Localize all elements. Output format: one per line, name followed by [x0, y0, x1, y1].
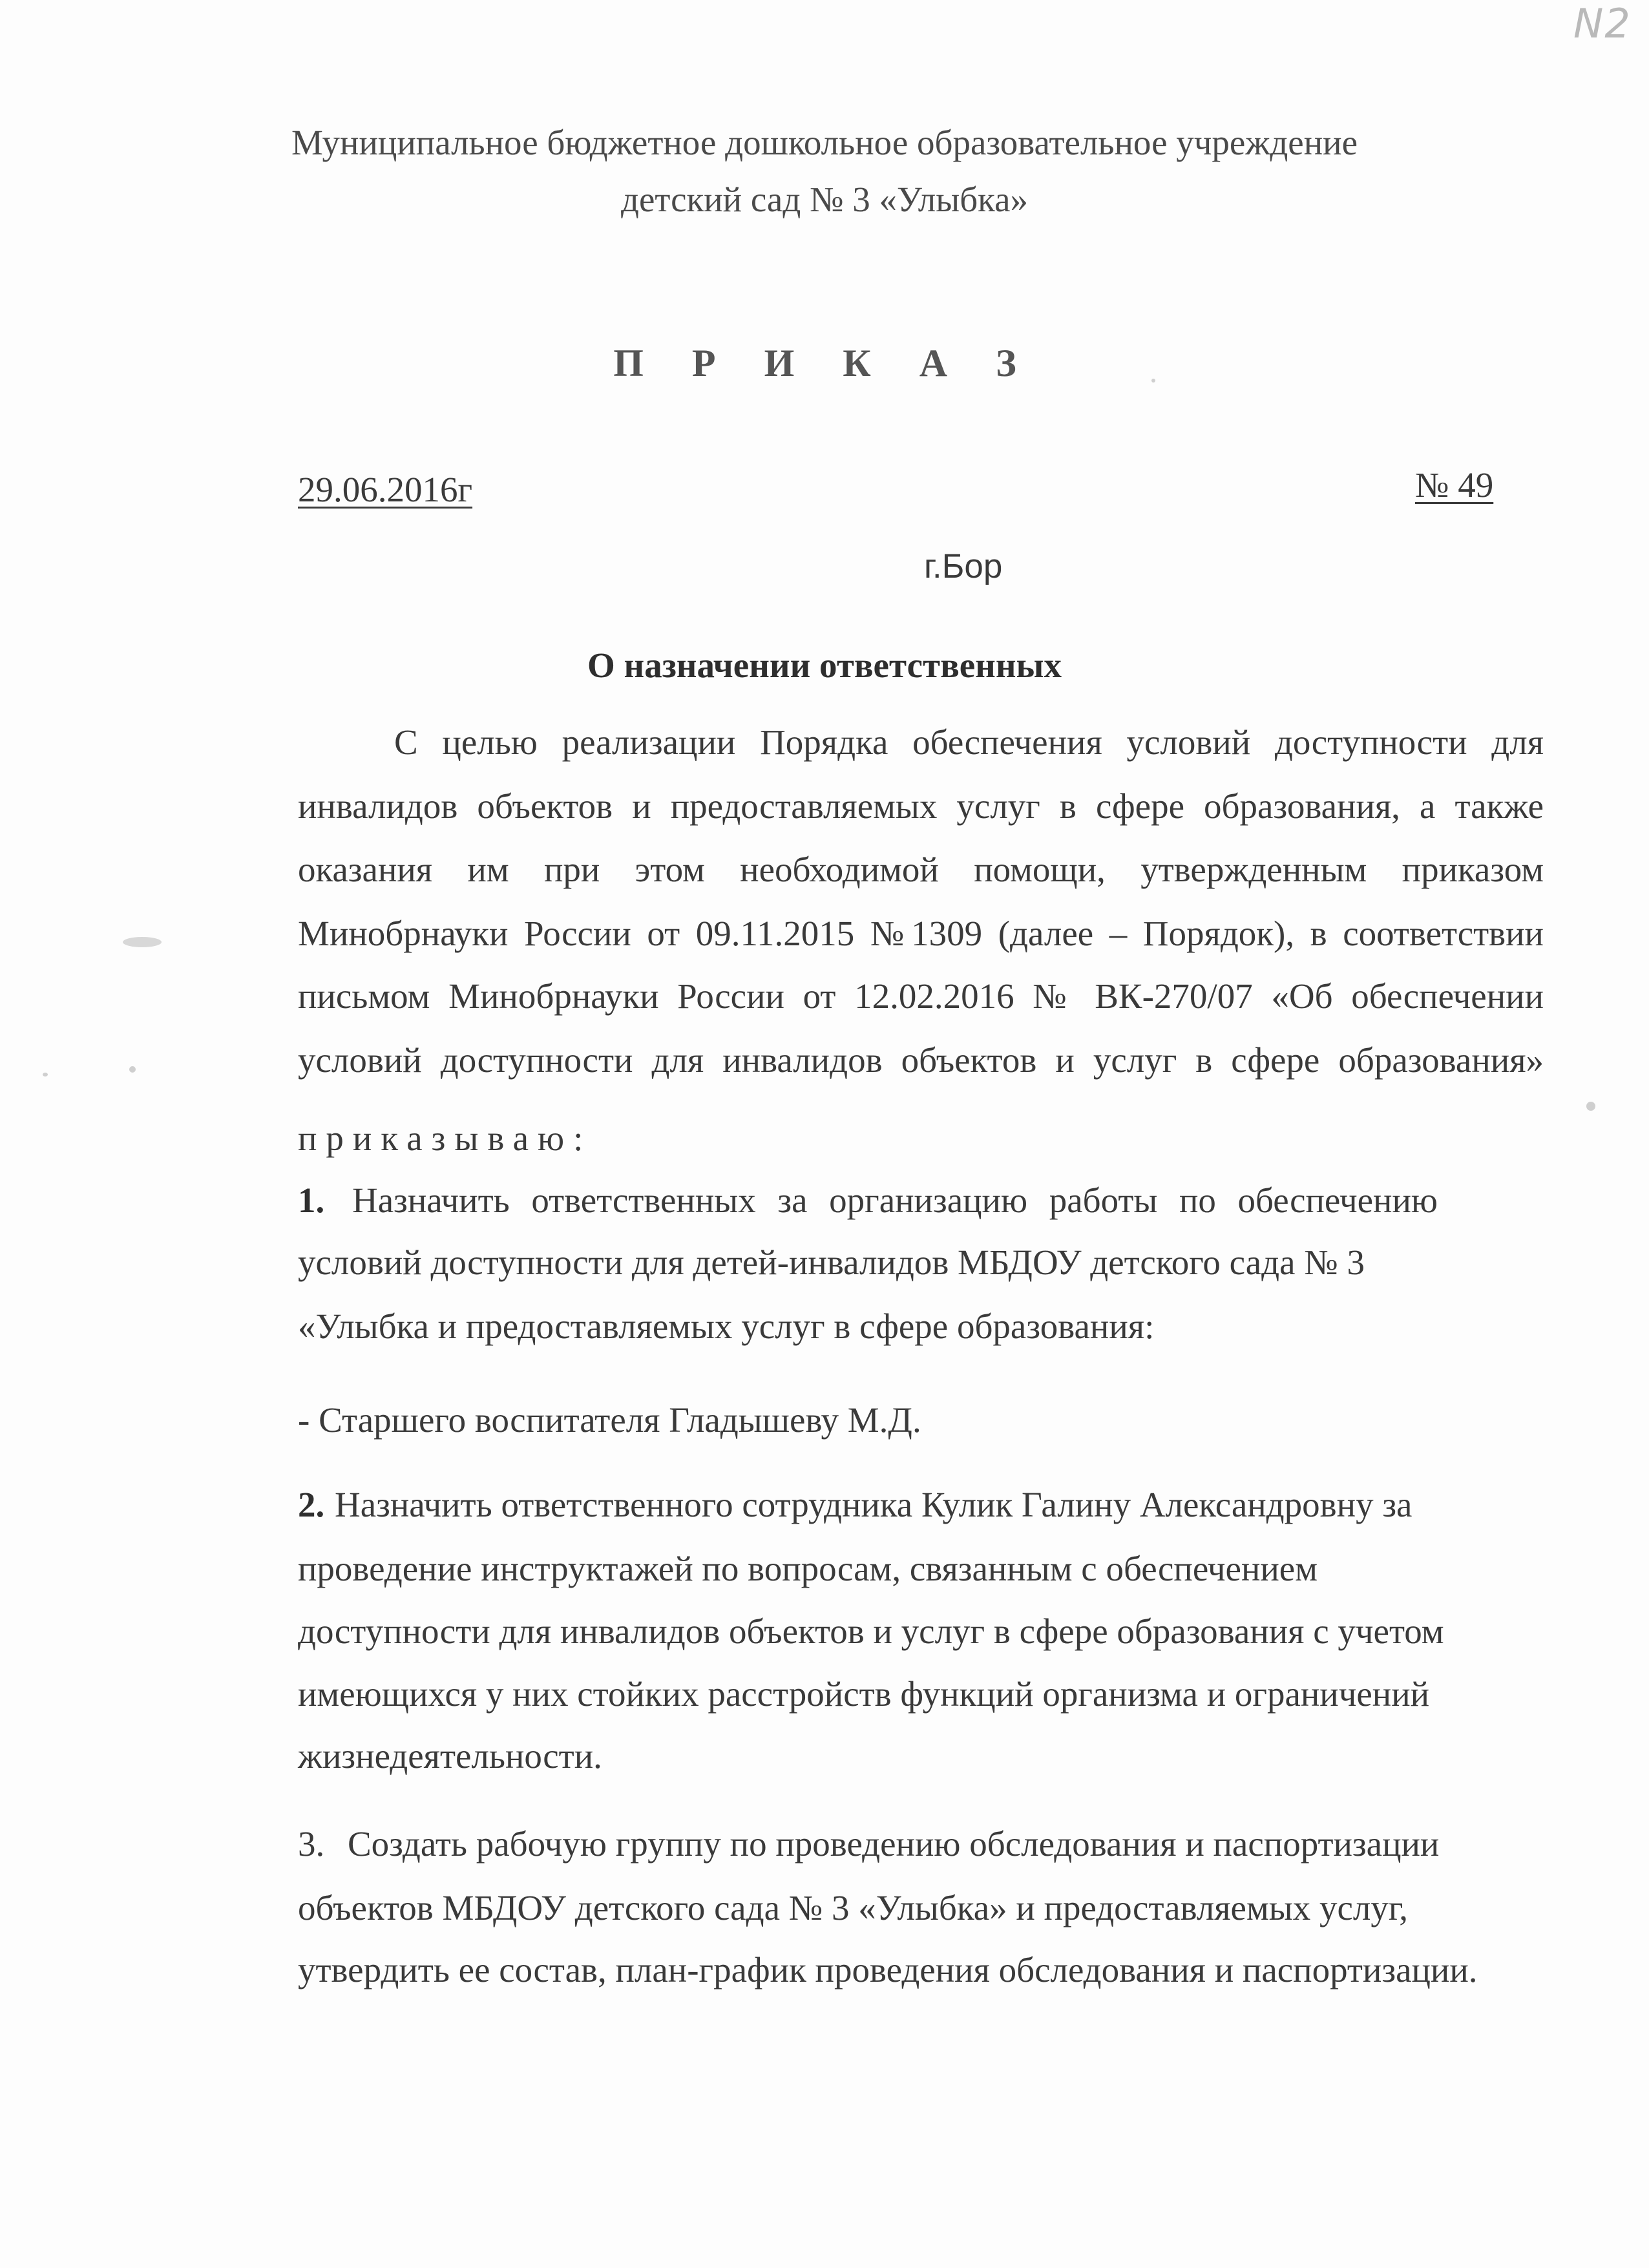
item2-line: Назначить ответственного сотрудника Кулик Галину Александровну за	[335, 1485, 1413, 1524]
item1-line: условий доступности для детей-инвалидов МБДОУ детского сада № 3	[298, 1243, 1365, 1282]
item-number: 3.	[298, 1824, 325, 1864]
document-subject: О назначении ответственных	[587, 646, 1062, 685]
preamble-line: Минобрнауки России от 09.11.2015 №1309 (далее – Порядок), в соответствии	[298, 914, 1544, 953]
scan-speck	[123, 937, 162, 947]
preamble-line: письмом Минобрнауки России от 12.02.2016 № ВК-270/07 «Об обеспечении	[298, 976, 1544, 1016]
item-number: 1.	[298, 1181, 325, 1220]
document-number: № 49	[1415, 465, 1494, 505]
item3-line: утвердить ее состав, план-график проведения обследования и паспортизации.	[298, 1950, 1478, 1990]
item3-line: Создать рабочую группу по проведению обследования и паспортизации	[348, 1824, 1440, 1864]
org-name-line1: Муниципальное бюджетное дошкольное образовательное учреждение	[291, 123, 1358, 162]
document-title: П Р И К А З	[613, 342, 1036, 384]
item2-line: жизнедеятельности.	[298, 1736, 602, 1776]
org-name-line2: детский сад № 3 «Улыбка»	[621, 180, 1028, 219]
scan-speck	[43, 1073, 48, 1076]
preamble-line: условий доступности для инвалидов объектов и услуг в сфере образования»	[298, 1040, 1544, 1080]
scan-speck	[1586, 1102, 1595, 1111]
page-number-mark: N2	[1573, 0, 1632, 47]
preamble-line: С целью реализации Порядка обеспечения условий доступности для	[394, 722, 1544, 762]
item1-sub: - Старшего воспитателя Гладышеву М.Д.	[298, 1400, 921, 1440]
item2-line: проведение инструктажей по вопросам, связанным с обеспечением	[298, 1549, 1318, 1588]
document-city: г.Бор	[924, 547, 1003, 585]
preamble-line: оказания им при этом необходимой помощи, утвержденным приказом	[298, 850, 1544, 889]
item1-line: Назначить ответственных за организацию работы по обеспечению	[352, 1181, 1438, 1220]
item2-line: доступности для инвалидов объектов и услуг в сфере образования с учетом	[298, 1612, 1444, 1651]
item-number: 2.	[298, 1485, 325, 1524]
scan-speck	[129, 1066, 136, 1073]
scan-speck	[1151, 379, 1155, 383]
order-word: приказываю:	[298, 1118, 593, 1158]
document-date: 29.06.2016г	[298, 470, 473, 509]
preamble-line: инвалидов объектов и предоставляемых услуг в сфере образования, а также	[298, 786, 1544, 826]
item3-line: объектов МБДОУ детского сада № 3 «Улыбка» и предоставляемых услуг,	[298, 1888, 1408, 1927]
item1-line: «Улыбка и предоставляемых услуг в сфере образования:	[298, 1307, 1155, 1346]
item2-line: имеющихся у них стойких расстройств функций организма и ограничений	[298, 1674, 1430, 1714]
